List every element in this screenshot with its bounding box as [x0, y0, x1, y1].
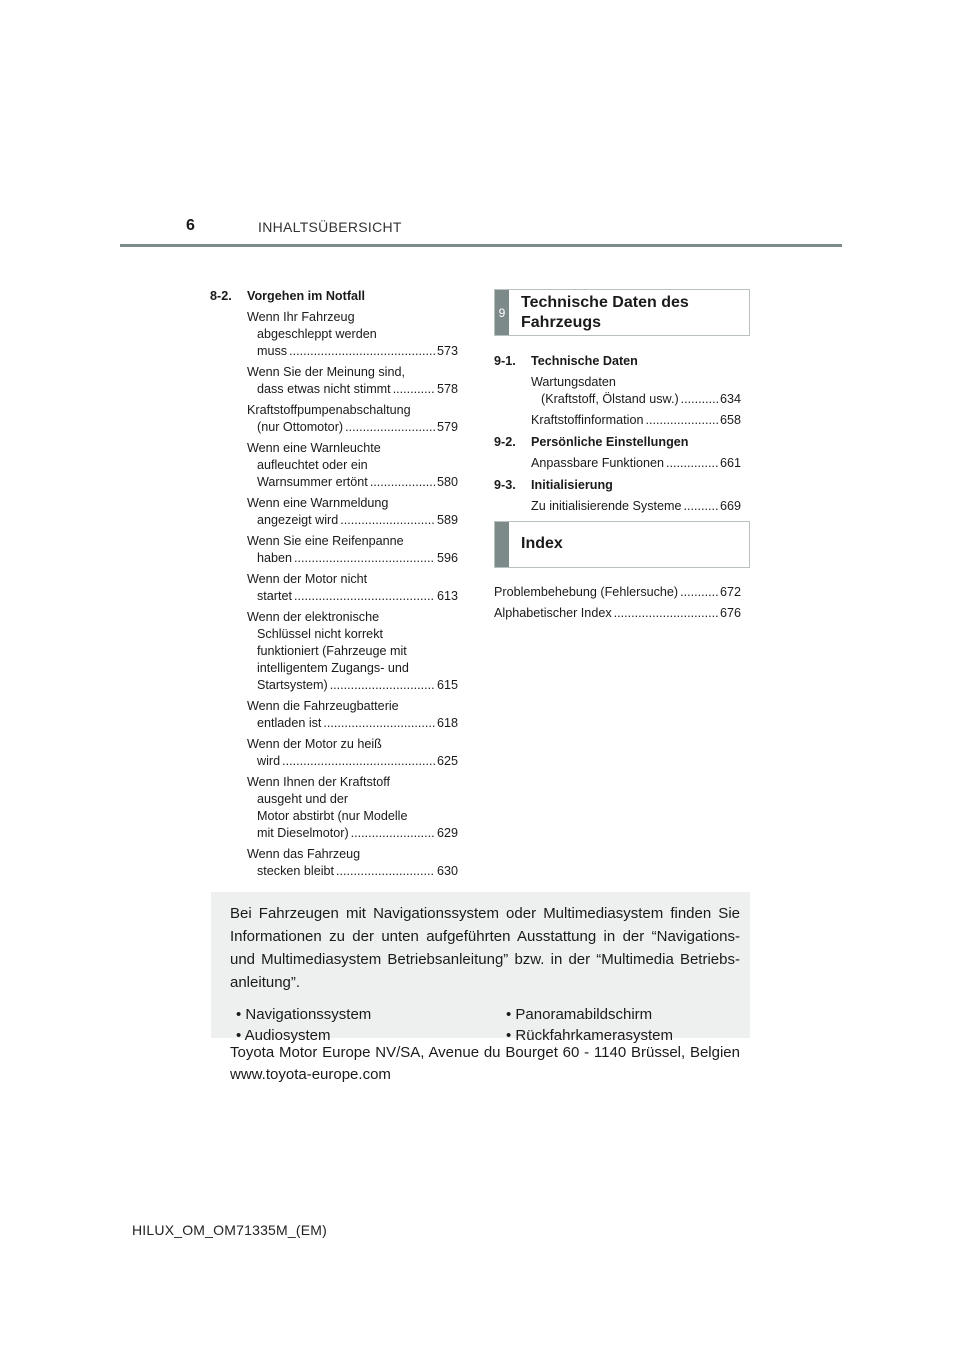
page-ref: 613: [436, 589, 458, 603]
page-ref: 658: [719, 413, 741, 427]
list-item: • Audiosystem: [236, 1027, 331, 1044]
chapter-title: Index: [521, 535, 563, 552]
toc-entry[interactable]: Wartungsdaten (Kraftstoff, Ölstand usw.) ..... 634: [494, 374, 741, 408]
toc-entry[interactable]: Wenn Sie eine Reifenpanne haben ..... 596: [210, 533, 458, 567]
page-ref: 630: [436, 864, 458, 878]
page-ref: 676: [719, 606, 741, 620]
toc-section-heading: 9-1. Technische Daten: [494, 354, 638, 368]
bullet-list: [230, 1004, 740, 1046]
page-ref: 661: [719, 456, 741, 470]
toc-entry[interactable]: Alphabetischer Index ..... 676: [494, 605, 741, 622]
chapter-tab: 9: [495, 290, 509, 335]
toc-entries: [210, 309, 458, 880]
page-ref: 669: [719, 499, 741, 513]
toc-section-heading: 9-3. Initialisierung: [494, 478, 613, 492]
toc-entry[interactable]: Kraftstoffpumpenabschaltung (nur Ottomotor) ..... 579: [210, 402, 458, 436]
page-ref: 578: [436, 382, 458, 396]
page-ref: 618: [436, 716, 458, 730]
page-ref: 573: [436, 344, 458, 358]
list-item: • Rückfahrkamerasystem: [506, 1027, 673, 1044]
toc-entry[interactable]: Kraftstoffinformation ..... 658: [494, 412, 741, 429]
page-ref: 625: [436, 754, 458, 768]
page-ref: 589: [436, 513, 458, 527]
page-ref: 596: [436, 551, 458, 565]
section-title: INHALTSÜBERSICHT: [258, 219, 402, 235]
toc-entry[interactable]: Wenn das Fahrzeug stecken bleibt ..... 630: [210, 846, 458, 880]
toc-entry[interactable]: Wenn die Fahrzeugbatterie entladen ist ..... 618: [210, 698, 458, 732]
toc-entry[interactable]: Problembehebung (Fehlersuche) ..... 672: [494, 584, 741, 601]
list-item: • Panoramabildschirm: [506, 1006, 653, 1023]
toc-entry[interactable]: Wenn Sie der Meinung sind, dass etwas nicht stimmt ..... 578: [210, 364, 458, 398]
toc-section-heading: 8-2. Vorgehen im Notfall: [210, 289, 366, 303]
toc-entry[interactable]: Wenn der Motor nicht startet ..... 613: [210, 571, 458, 605]
page-number: 6: [186, 217, 195, 234]
toc-index: [494, 584, 741, 622]
info-box: [211, 892, 750, 1044]
toc-section-heading: 9-2. Persönliche Einstellungen: [494, 435, 689, 449]
toc-entry[interactable]: Wenn der elektronische Schlüssel nicht korrekt funktioniert (Fahrzeuge mit intelligentem Zugangs- und Startsystem) ..... 615: [210, 609, 458, 694]
page-ref: 629: [436, 826, 458, 840]
page-ref: 580: [436, 475, 458, 489]
page-ref: 579: [436, 420, 458, 434]
info-text: Bei Fahrzeugen mit Navigationssystem oder Multimediasystem finden Sie Informationen zu der unten aufgeführten Ausstattung in der “Navigations- und Multimediasystem Betriebsanleitung” bzw. in der “Multimedia Betriebs-anleitung”.: [230, 905, 740, 991]
toc-chapter-9: [494, 353, 741, 515]
chapter-tab: [495, 522, 509, 567]
chapter-title: Technische Daten des Fahrzeugs: [521, 294, 689, 331]
toc-entry[interactable]: Anpassbare Funktionen ..... 661: [494, 455, 741, 472]
toc-entry[interactable]: Zu initialisierende Systeme ..... 669: [494, 498, 741, 515]
header-rule: [120, 244, 842, 247]
chapter-9-header[interactable]: [494, 289, 750, 336]
page-ref: 615: [436, 678, 458, 692]
list-item: • Navigationssystem: [236, 1006, 372, 1023]
toc-entry[interactable]: Wenn der Motor zu heiß wird ..... 625: [210, 736, 458, 770]
footer-doc-id: HILUX_OM_OM71335M_(EM): [132, 1222, 328, 1238]
toc-entry[interactable]: Wenn Ihnen der Kraftstoff ausgeht und der Motor abstirbt (nur Modelle mit Dieselmotor) ..... 629: [210, 774, 458, 842]
toc-entry[interactable]: Wenn eine Warnleuchte aufleuchtet oder ein Warnsummer ertönt ..... 580: [210, 440, 458, 491]
toc-entry[interactable]: Wenn Ihr Fahrzeug abgeschleppt werden muss ..... 573: [210, 309, 458, 360]
toc-left-column: [210, 288, 458, 880]
toyota-address: Toyota Motor Europe NV/SA, Avenue du Bourget 60 - 1140 Brüssel, Belgien www.toyota-europe.com: [230, 1044, 740, 1083]
toc-entry[interactable]: Wenn eine Warnmeldung angezeigt wird ..... 589: [210, 495, 458, 529]
page-ref: 634: [719, 392, 741, 406]
index-chapter-header[interactable]: [494, 521, 750, 568]
page-ref: 672: [719, 585, 741, 599]
